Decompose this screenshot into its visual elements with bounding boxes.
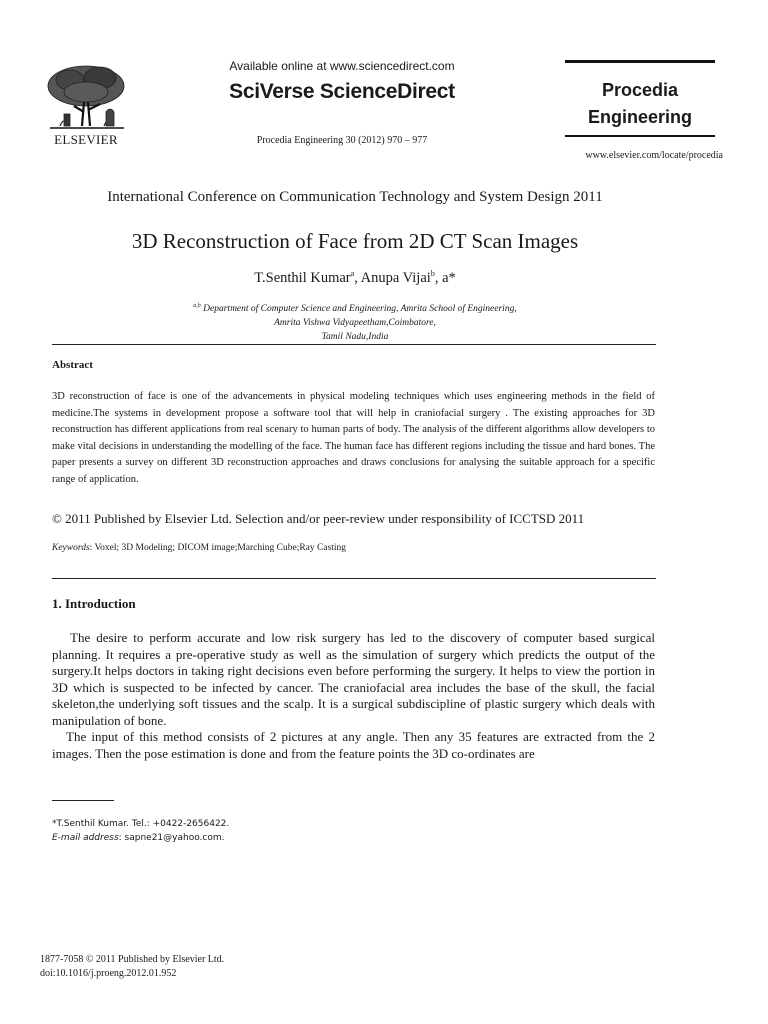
journal-url[interactable]: www.elsevier.com/locate/procedia <box>585 150 723 161</box>
abstract-top-rule <box>52 344 656 345</box>
affiliation-line: Amrita Vishwa Vidyapeetham,Coimbatore, <box>274 318 436 328</box>
affiliation-line: Tamil Nadu,India <box>321 332 389 342</box>
journal-name <box>565 77 715 131</box>
journal-box-bottom-rule <box>565 135 715 137</box>
author-name: Anupa Vijai <box>360 270 431 286</box>
available-online-text: Available online at www.sciencedirect.com <box>229 59 455 73</box>
keywords-list: : Voxel; 3D Modeling; DICOM image;Marching Cube;Ray Casting <box>89 543 347 553</box>
footer-issn: 1877-7058 © 2011 Published by Elsevier Ltd. <box>40 954 225 965</box>
elsevier-wordmark: ELSEVIER <box>54 132 118 147</box>
email-label: E-mail address <box>52 833 119 843</box>
author-list <box>40 270 670 287</box>
author-affiliation-marker: b <box>430 269 435 279</box>
abstract-bottom-rule <box>52 578 656 579</box>
paper-title: 3D Reconstruction of Face from 2D CT Scan Images <box>131 229 579 253</box>
footnote-author: *T.Senthil Kumar. Tel.: +0422-2656422. <box>52 819 230 829</box>
journal-box-top-rule <box>565 60 715 63</box>
corresponding-author-marker: , a* <box>434 270 456 286</box>
copyright-statement: © 2011 Published by Elsevier Ltd. Selection and/or peer-review under responsibility of ICCTSD 2011 <box>52 511 585 526</box>
footnote-rule <box>52 800 114 801</box>
journal-reference: Procedia Engineering 30 (2012) 970 – 977 <box>256 135 428 146</box>
intro-paragraph-1: The desire to perform accurate and low risk surgery has led to the discovery of computer based surgical planning. It requires a pre-operative study as well as the simulation of surgery which predicts the output of the surgery.It helps doctors in taking right decisions even before performing the surgery. It helps to view the portion in 3D which is suspected to be infected by cancer. The craniofacial area includes the base of the skull, the facial skeleton,the underlying soft tissues and the scalp. It is a surgical subdiscipline of plastic surgery which deals with manipulation of bone. <box>52 630 655 728</box>
keywords-label: Keywords <box>52 543 90 553</box>
footnote-email <box>52 831 225 845</box>
affiliation-marker: a,b <box>193 302 201 309</box>
section-heading-introduction: 1. Introduction <box>52 596 136 611</box>
email-value[interactable]: : sapne21@yahoo.com. <box>118 833 225 843</box>
conference-name: International Conference on Communication Technology and System Design 2011 <box>107 189 603 205</box>
intro-paragraph-2: The input of this method consists of 2 pictures at any angle. Then any 35 features are extracted from the 2 images. Then the pose estimation is done and from the feature points the 3D co-ordinates are <box>52 729 655 761</box>
author-affiliation-marker: a <box>350 269 355 279</box>
journal-name-line1: Procedia <box>601 80 679 100</box>
platform-name: SciVerse ScienceDirect <box>229 80 455 103</box>
affiliation-line: $^{a,b}$ Department of Computer Science and Engineering, Amrita School of Engineering, <box>193 302 517 314</box>
journal-name-line2: Engineering <box>587 107 692 127</box>
affiliation <box>40 302 670 344</box>
abstract-heading: Abstract <box>52 359 93 371</box>
author-separator: , <box>354 270 361 286</box>
abstract-text: 3D reconstruction of face is one of the advancements in physical modeling techniques which uses engineering methods in the field of medicine.The systems in development propose a software tool that will help in craniofacial surgery . The existing approaches for 3D reconstruction has different applications from real scenary to human parts of body. The analysis of the different algorithms allow developers to make vital decisions in understanding the modelling of the face. The human face has different regions including the tissue and hard bones. The paper presents a survey on different 3D reconstruction approaches and draws conclusions for analysing the suitable approach for a specific range of application. <box>52 391 655 485</box>
keywords <box>52 543 655 553</box>
author-name: T.Senthil Kumar <box>254 270 351 286</box>
footer-doi[interactable]: doi:10.1016/j.proeng.2012.01.952 <box>40 968 177 979</box>
